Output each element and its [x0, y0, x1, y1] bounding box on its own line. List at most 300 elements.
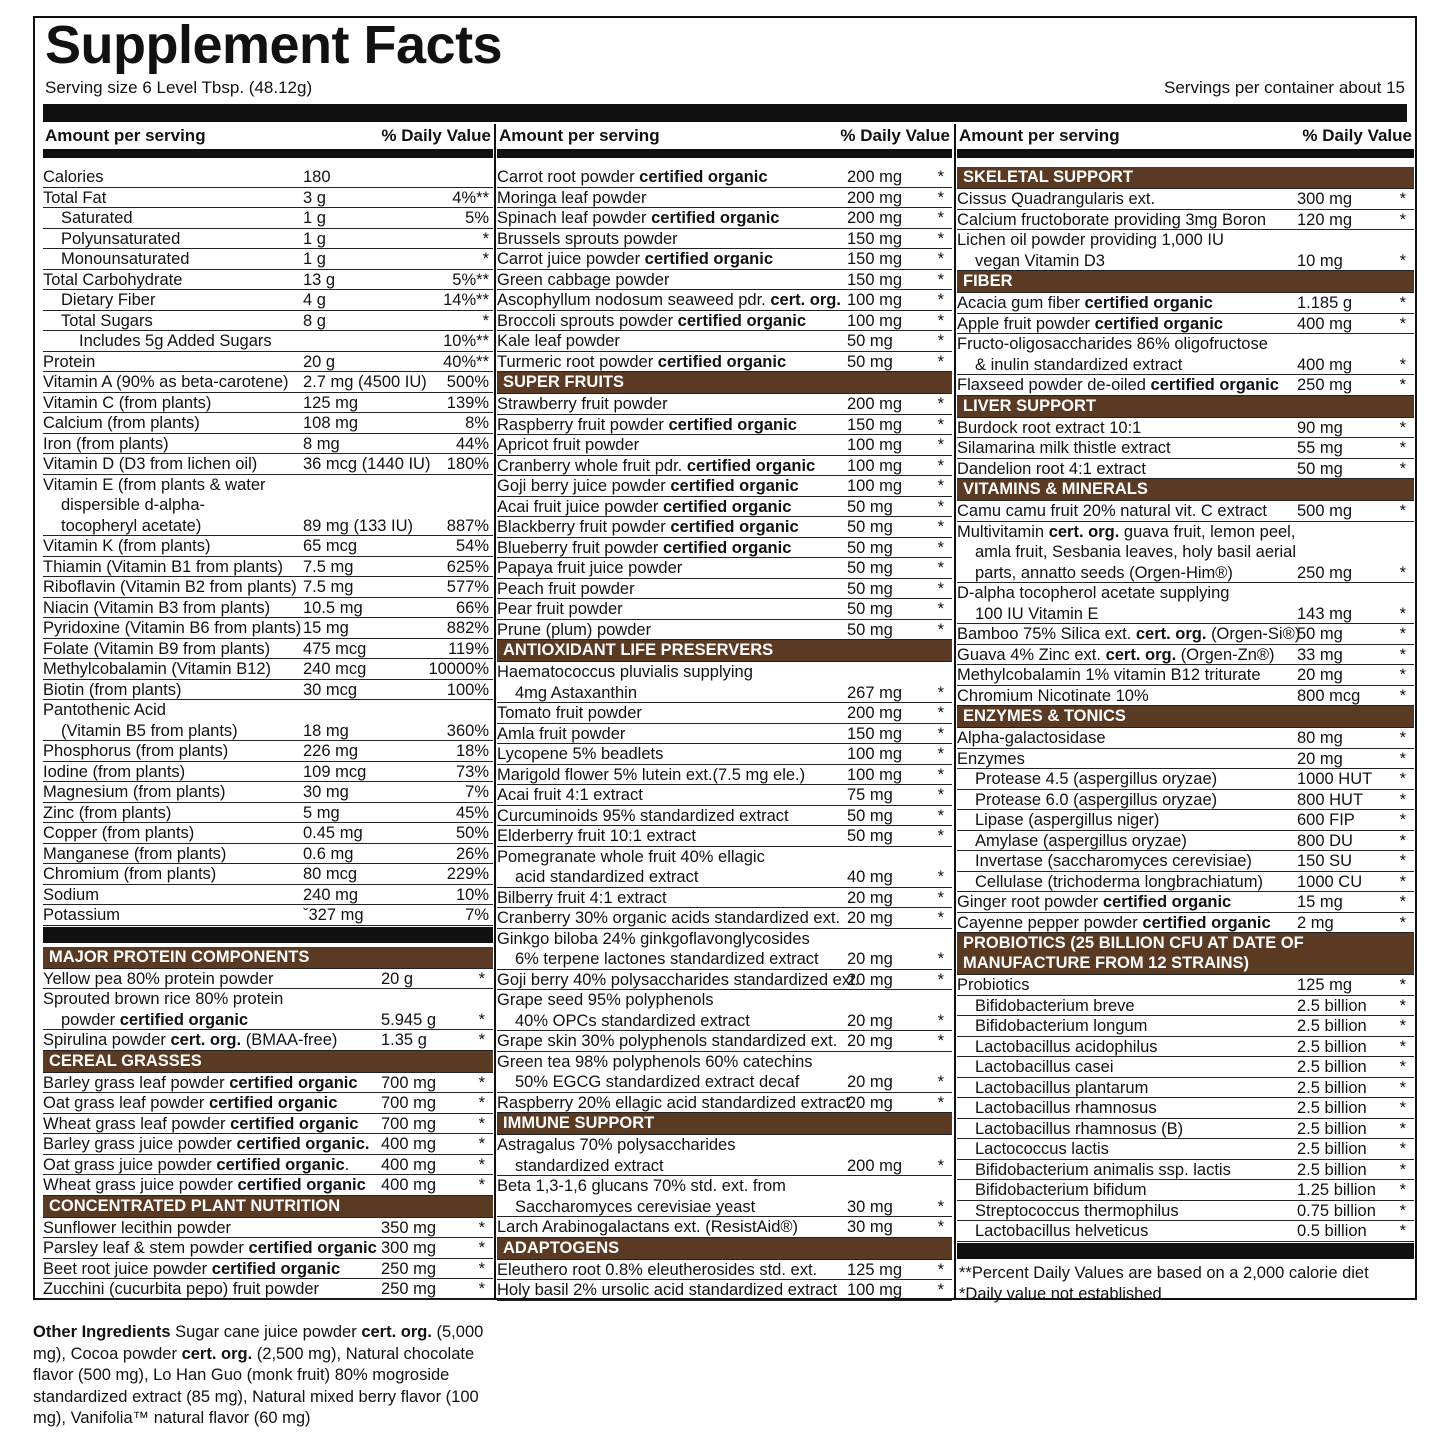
amount-value: 20 mg — [847, 1073, 893, 1091]
ingredient-name — [975, 996, 1135, 1016]
ingredient-name — [61, 1010, 248, 1030]
daily-value: * — [478, 1218, 485, 1237]
daily-value: 40%** — [443, 352, 489, 371]
name-text: Vitamin C (from plants) — [43, 393, 212, 412]
daily-value: 100% — [446, 680, 489, 699]
name-text: Amla fruit powder — [497, 724, 626, 743]
name-text: Copper (from plants) — [43, 824, 195, 842]
daily-value: * — [1399, 314, 1406, 333]
column-header — [43, 124, 493, 146]
ingredient-name — [497, 538, 791, 558]
name-text: Raspberry 20% ellagic acid standardized extract — [497, 1093, 851, 1112]
ingredient-name — [43, 700, 166, 720]
daily-value: * — [1399, 439, 1406, 457]
daily-value: * — [1399, 355, 1406, 374]
table-row — [43, 618, 493, 639]
daily-value: * — [1399, 1119, 1406, 1138]
daily-value: * — [1399, 251, 1406, 270]
section-header: CEREAL GRASSES — [43, 1051, 493, 1073]
amount-value: 8 g — [303, 311, 326, 330]
daily-value: * — [1399, 1017, 1406, 1035]
table-row — [957, 355, 1414, 376]
column-1 — [43, 124, 493, 1298]
ingredient-name — [43, 680, 181, 700]
amount-value: 400 mg — [1297, 314, 1353, 333]
amount-value: 55 mg — [1297, 439, 1343, 457]
ingredient-name — [975, 1160, 1231, 1180]
amount-value: 1 g — [303, 250, 326, 268]
name-text: Vitamin E (from plants & water — [43, 475, 266, 494]
table-row — [497, 579, 952, 600]
ingredient-name — [43, 782, 225, 802]
ingredient-name — [43, 475, 266, 495]
amount-value: 125 mg — [847, 1260, 903, 1279]
daily-value: 45% — [455, 803, 489, 822]
section-header: IMMUNE SUPPORT — [497, 1113, 952, 1135]
ingredient-name — [515, 1156, 664, 1176]
table-row — [957, 1037, 1414, 1058]
ingredient-name — [957, 210, 1266, 230]
ingredient-name — [61, 208, 133, 228]
name-text: dispersible d-alpha- — [61, 496, 205, 514]
daily-value: * — [937, 270, 944, 289]
table-row — [957, 293, 1414, 314]
ingredient-name — [975, 872, 1263, 892]
footnote: *Daily value not established — [959, 1284, 1162, 1303]
name-text: Chromium Nicotinate 10% — [957, 686, 1149, 705]
ingredient-name — [43, 413, 200, 433]
daily-value: 73% — [455, 762, 489, 781]
ingredient-name — [497, 208, 779, 228]
ingredient-name — [957, 975, 1029, 995]
name-text: Saccharomyces cerevisiae yeast — [515, 1197, 756, 1216]
ingredient-text: (2,500 mg), Natural chocolate flavor (500 mg), Lo Han Guo (monk fruit) 80% mogroside standardized extract (85 mg), Natural mixed berry flavor (100 mg), Vanifolia™ natural flavor (60 mg) — [33, 1344, 479, 1427]
organic-label: certified organic — [216, 1155, 345, 1174]
table-row — [497, 167, 952, 188]
daily-value: 8% — [465, 414, 489, 432]
daily-value: * — [1399, 976, 1406, 994]
section-header: PROBIOTICS (25 BILLION CFU AT DATE OF MANUFACTURE FROM 12 STRAINS) — [957, 933, 1414, 975]
name-text: Peach fruit powder — [497, 579, 635, 598]
name-text: Lactobacillus casei — [975, 1058, 1114, 1076]
table-row — [43, 1279, 493, 1300]
ingredient-name — [975, 1037, 1158, 1057]
table-row — [497, 867, 952, 888]
ingredient-name — [957, 438, 1171, 458]
header-rule — [957, 149, 1414, 158]
ingredient-name — [497, 908, 840, 928]
amount-value: 10 mg — [1297, 251, 1343, 270]
amount-value: 20 mg — [847, 1011, 893, 1030]
name-text: Probiotics — [957, 976, 1030, 994]
amount-value: 108 mg — [303, 414, 359, 432]
name-text: standardized extract — [515, 1156, 664, 1175]
name-text: Papaya fruit juice powder — [497, 559, 683, 577]
table-row — [497, 208, 952, 229]
ingredient-name — [497, 497, 791, 517]
table-row — [43, 495, 493, 516]
name-text: Elderberry fruit 10:1 extract — [497, 827, 696, 845]
column-3 — [957, 124, 1414, 1303]
table-row — [497, 599, 952, 620]
daily-value: * — [478, 1114, 485, 1133]
daily-value: * — [937, 1281, 944, 1299]
daily-value: * — [937, 704, 944, 722]
amount-value: 2.5 billion — [1297, 996, 1367, 1015]
name-text: acid standardized extract — [515, 868, 699, 886]
table-row — [43, 823, 493, 844]
name-text: Thiamin (Vitamin B1 from plants) — [43, 557, 283, 576]
name-text: Barley grass leaf powder — [43, 1073, 225, 1092]
organic-label: certified organic — [1142, 913, 1271, 932]
table-row — [497, 683, 952, 704]
name-text: Alpha-galactosidase — [957, 729, 1106, 747]
table-row — [957, 1078, 1414, 1099]
organic-label: certified organic — [230, 1114, 359, 1133]
name-suffix: guava fruit, lemon peel, — [1123, 522, 1296, 541]
amount-value: 250 mg — [1297, 376, 1353, 394]
name-text: Amylase (aspergillus oryzae) — [975, 831, 1187, 850]
name-text: Lactobacillus plantarum — [975, 1078, 1149, 1097]
ingredient-name — [515, 1011, 750, 1031]
name-text: Ascophyllum nodosum seaweed pdr. — [497, 291, 766, 309]
daily-value: * — [478, 1176, 485, 1194]
daily-value: 119% — [448, 639, 489, 658]
ingredient-name — [43, 352, 95, 372]
table-row — [43, 475, 493, 496]
table-row — [43, 208, 493, 229]
organic-label: cert. org. — [770, 291, 841, 309]
name-text: & inulin standardized extract — [975, 355, 1183, 374]
amount-value: 120 mg — [1297, 210, 1353, 229]
name-text: Streptococcus thermophilus — [975, 1201, 1179, 1220]
table-row — [957, 375, 1414, 396]
daily-value: * — [1399, 376, 1406, 394]
dv-header: % Daily Value — [1302, 126, 1412, 145]
ingredient-name — [497, 290, 841, 310]
daily-value: * — [1399, 811, 1406, 829]
name-text: Bifidobacterium animalis ssp. lactis — [975, 1160, 1231, 1179]
name-text: Total Fat — [43, 188, 107, 207]
name-text: Sprouted brown rice 80% protein — [43, 990, 284, 1008]
section-header: ENZYMES & TONICS — [957, 706, 1414, 728]
amount-value: 40 mg — [847, 868, 893, 886]
amount-value: 400 mg — [1297, 355, 1353, 374]
ingredient-name — [515, 949, 819, 969]
ingredient-name — [497, 1135, 735, 1155]
table-row — [957, 542, 1414, 563]
daily-value: 229% — [446, 865, 489, 883]
amount-value: 150 mg — [847, 270, 903, 289]
name-text: Niacin (Vitamin B3 from plants) — [43, 598, 271, 617]
table-row — [957, 913, 1414, 934]
daily-value: * — [937, 1260, 944, 1279]
table-row — [497, 1031, 952, 1052]
table-row — [957, 1098, 1414, 1119]
ingredient-name — [975, 790, 1217, 810]
name-text: Bifidobacterium breve — [975, 996, 1135, 1015]
name-text: Iron (from plants) — [43, 434, 169, 453]
amount-value: 20 mg — [847, 970, 893, 989]
daily-value: * — [1399, 686, 1406, 705]
daily-value: * — [937, 786, 944, 804]
table-row — [497, 929, 952, 950]
table-row — [43, 741, 493, 762]
name-text: Prune (plum) powder — [497, 620, 652, 639]
ingredient-name — [497, 229, 678, 249]
table-row — [43, 188, 493, 209]
table-row — [497, 311, 952, 332]
name-text: Carrot juice powder — [497, 250, 641, 268]
ingredient-name — [43, 1259, 340, 1279]
daily-value: * — [937, 827, 944, 845]
amount-value: 200 mg — [847, 188, 903, 207]
name-text: Strawberry fruit powder — [497, 395, 668, 413]
servings-per-container: Servings per container about 15 — [1164, 78, 1405, 97]
name-text: Lactobacillus rhamnosus — [975, 1099, 1157, 1117]
name-text: 100 IU Vitamin E — [975, 604, 1099, 623]
table-row — [957, 665, 1414, 686]
amount-value: 400 mg — [381, 1135, 437, 1153]
ingredient-name — [497, 579, 635, 599]
ingredient-name — [497, 456, 815, 476]
name-text: Silamarina milk thistle extract — [957, 439, 1171, 457]
table-row — [43, 311, 493, 332]
amount-value: ˇ327 mg — [303, 906, 364, 924]
amount-value: 20 mg — [847, 1032, 893, 1050]
ingredient-name — [497, 847, 765, 867]
section-header: LIVER SUPPORT — [957, 396, 1414, 418]
name-text: Calcium (from plants) — [43, 414, 200, 432]
name-text: parts, annatto seeds (Orgen-Him®) — [975, 563, 1233, 582]
daily-value: 882% — [446, 619, 489, 637]
name-text: Calories — [43, 168, 104, 186]
amount-value: 150 mg — [847, 724, 903, 743]
organic-label: certified organic — [237, 1176, 366, 1194]
amount-value: 20 mg — [847, 950, 893, 968]
amount-value: 18 mg — [303, 721, 349, 740]
daily-value: * — [1399, 294, 1406, 312]
amount-value: 700 mg — [381, 1094, 437, 1112]
amount-value: 200 mg — [847, 209, 903, 227]
amount-value: 50 mg — [847, 538, 893, 557]
amount-value: 800 mcg — [1297, 686, 1361, 705]
organic-label: certified organic — [1102, 893, 1232, 911]
ingredient-name — [497, 558, 682, 578]
column-2 — [497, 124, 952, 1298]
ingredient-name — [61, 721, 238, 741]
name-text: Ginger root powder — [957, 893, 1099, 911]
table-row — [497, 908, 952, 929]
table-row — [43, 721, 493, 742]
name-text: Larch Arabinogalactans ext. (ResistAid®) — [497, 1218, 799, 1236]
daily-value: * — [937, 291, 944, 309]
amount-value: 50 mg — [847, 827, 893, 845]
table-row — [957, 624, 1414, 645]
table-row — [957, 996, 1414, 1017]
table-row — [957, 851, 1414, 872]
amount-value: 50 mg — [847, 518, 893, 536]
table-row — [43, 1030, 493, 1051]
ingredient-name — [975, 1139, 1109, 1159]
name-text: Cranberry whole fruit pdr. — [497, 456, 683, 475]
daily-value: 139% — [446, 393, 489, 412]
organic-label: certified organic. — [236, 1135, 370, 1153]
table-row — [497, 476, 952, 497]
name-text: Oat grass leaf powder — [43, 1094, 205, 1112]
daily-value: * — [937, 1218, 944, 1236]
name-text: Blueberry fruit powder — [497, 538, 659, 557]
daily-value: * — [1399, 1140, 1406, 1158]
amount-value: 50 mg — [1297, 625, 1343, 643]
ingredient-name — [43, 167, 104, 187]
daily-value: * — [1399, 604, 1406, 623]
header-rule — [43, 149, 493, 158]
ingredient-name — [43, 1073, 358, 1093]
name-suffix: . — [344, 1155, 350, 1174]
amount-value: 200 mg — [847, 1156, 903, 1175]
table-row — [43, 905, 493, 926]
ingredient-name — [497, 599, 623, 619]
ingredient-name — [43, 1218, 231, 1238]
amount-value: 20 g — [303, 352, 336, 371]
ingredient-name — [43, 823, 194, 843]
amount-value: 250 mg — [1297, 563, 1353, 582]
dv-header: % Daily Value — [840, 126, 950, 145]
amount-value: 2.7 mg (4500 IU) — [303, 373, 427, 391]
section-header: VITAMINS & MINERALS — [957, 479, 1414, 501]
name-text: Cranberry 30% organic acids standardized ext. — [497, 909, 841, 927]
ingredient-name — [61, 516, 201, 536]
name-text: Riboflavin (Vitamin B2 from plants) — [43, 578, 297, 596]
table-row — [957, 251, 1414, 272]
section-header: ANTIOXIDANT LIFE PRESERVERS — [497, 640, 952, 662]
name-text: Turmeric root powder — [497, 352, 654, 371]
amount-value: 1 g — [303, 209, 326, 227]
amount-value: 50 mg — [847, 497, 893, 516]
name-text: Total Carbohydrate — [43, 270, 183, 289]
amount-value: 50 mg — [847, 579, 893, 598]
table-row — [957, 1057, 1414, 1078]
daily-value: * — [937, 395, 944, 413]
ingredient-name — [957, 418, 1141, 438]
table-row — [497, 290, 952, 311]
daily-value: 4%** — [452, 188, 489, 207]
ingredient-name — [43, 434, 169, 454]
daily-value: * — [1399, 831, 1406, 850]
amount-value: 350 mg — [381, 1218, 437, 1237]
table-row — [43, 557, 493, 578]
amount-value: 30 mg — [303, 783, 349, 801]
table-row — [497, 806, 952, 827]
ingredient-name — [975, 604, 1099, 624]
amount-value: 100 mg — [847, 765, 903, 784]
ingredient-text: (5,000 mg), Cocoa powder — [33, 1323, 484, 1363]
ingredient-name — [43, 270, 182, 290]
daily-value: * — [1399, 1222, 1406, 1240]
amount-value: 100 mg — [847, 1281, 903, 1299]
daily-value: * — [937, 1032, 944, 1050]
daily-value: * — [937, 311, 944, 330]
amount-value: 20 g — [381, 969, 414, 988]
daily-value: 54% — [455, 537, 489, 555]
organic-label: cert. org. — [1105, 645, 1177, 664]
table-row — [957, 230, 1414, 251]
daily-value: * — [1399, 459, 1406, 478]
daily-value: * — [937, 868, 944, 886]
table-row — [497, 394, 952, 415]
daily-value: 887% — [446, 516, 489, 535]
ingredient-name — [957, 892, 1231, 912]
name-text: powder — [61, 1010, 116, 1029]
daily-value: * — [937, 250, 944, 268]
amount-value: 20 mg — [847, 1093, 893, 1112]
daily-value: * — [937, 765, 944, 784]
daily-value: 360% — [446, 721, 489, 740]
name-text: Eleuthero root 0.8% eleutherosides std. ext. — [497, 1260, 818, 1279]
dv-header: % Daily Value — [381, 126, 491, 145]
table-row — [43, 577, 493, 598]
name-text: 4mg Astaxanthin — [515, 683, 637, 702]
daily-value: * — [478, 1031, 485, 1049]
amount-value: 800 DU — [1297, 831, 1353, 850]
ingredient-name — [497, 1217, 798, 1237]
ingredient-name — [43, 618, 301, 638]
ingredient-name — [515, 683, 637, 703]
table-row — [497, 1217, 952, 1238]
daily-value: * — [1399, 563, 1406, 582]
name-text: Zucchini (cucurbita pepo) fruit powder — [43, 1280, 320, 1298]
name-text: Broccoli sprouts powder — [497, 311, 674, 330]
ingredient-name — [61, 229, 180, 249]
name-text: Goji berry juice powder — [497, 477, 666, 495]
amount-value: 200 mg — [847, 704, 903, 722]
amount-value: 240 mcg — [303, 660, 367, 678]
ingredient-name — [43, 1175, 366, 1195]
ingredient-name — [43, 741, 228, 761]
daily-value: * — [937, 538, 944, 557]
ingredient-name — [975, 851, 1252, 871]
name-text: Apple fruit powder — [957, 314, 1090, 333]
daily-value: * — [1399, 996, 1406, 1015]
daily-value: * — [937, 415, 944, 434]
ingredient-name — [957, 230, 1224, 250]
daily-value: * — [482, 229, 489, 248]
column-divider — [494, 124, 496, 1298]
daily-value: 180% — [446, 455, 489, 473]
amount-value: 30 mg — [847, 1218, 893, 1236]
daily-value: 66% — [455, 598, 489, 617]
ingredient-name — [61, 290, 155, 310]
panel-title: Supplement Facts — [45, 15, 503, 75]
ingredient-name — [43, 598, 270, 618]
amount-value: 150 mg — [847, 415, 903, 434]
amount-value: 1.25 billion — [1297, 1181, 1376, 1199]
ingredient-name — [497, 331, 620, 351]
organic-label: certified organic — [651, 209, 780, 227]
name-text: Green tea 98% polyphenols 60% catechins — [497, 1052, 813, 1071]
daily-value: * — [478, 1155, 485, 1174]
table-row — [43, 864, 493, 885]
name-text: Dietary Fiber — [61, 291, 156, 309]
name-text: Multivitamin — [957, 522, 1045, 541]
name-text: Beta 1,3-1,6 glucans 70% std. ext. from — [497, 1177, 786, 1195]
ingredient-name — [975, 563, 1233, 583]
daily-value: * — [937, 1197, 944, 1216]
organic-label: certified organic — [119, 1010, 249, 1029]
daily-value: * — [937, 1011, 944, 1030]
ingredient-name — [497, 352, 786, 372]
